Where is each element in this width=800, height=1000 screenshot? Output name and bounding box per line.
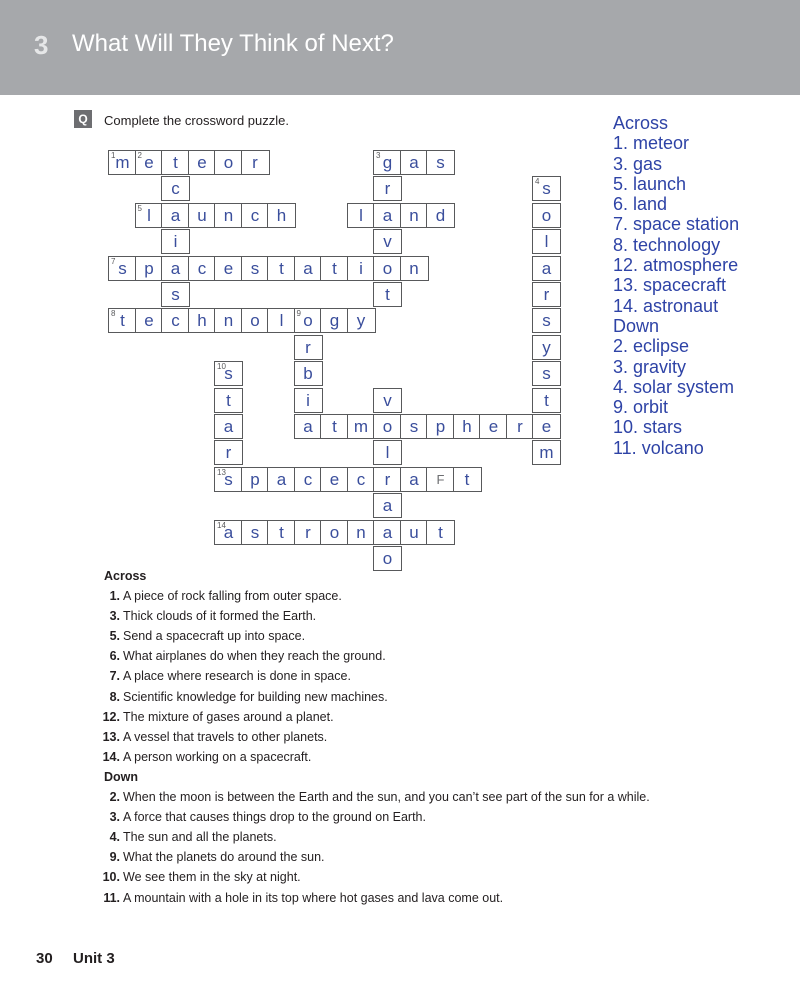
cell-letter: c [356, 469, 366, 489]
clue-item-number: 3. [109, 810, 120, 825]
cell-letter: h [276, 205, 287, 225]
clue-number: 1 [111, 151, 116, 160]
clue-number: 5 [137, 203, 142, 213]
answer-line: 4. solar system [613, 376, 735, 397]
cell-letter: p [435, 417, 446, 436]
answer-line: Across [613, 113, 669, 133]
cell-letter: e [144, 153, 154, 172]
clue-item [94, 888, 784, 908]
cell-letter: o [223, 153, 234, 172]
crossword-cell[interactable] [347, 203, 376, 228]
crossword-cell[interactable] [532, 335, 561, 360]
cell-letter: o [329, 522, 340, 542]
cell-letter: a [170, 258, 181, 278]
cell-letter: a [276, 469, 287, 489]
crossword-cell[interactable] [532, 361, 561, 386]
crossword-cell[interactable] [135, 256, 164, 281]
crossword-cell[interactable] [135, 203, 164, 228]
clue-item-text: The mixture of gases around a planet. [123, 709, 334, 724]
crossword-cell[interactable] [453, 467, 482, 492]
clue-item-number: 4. [109, 830, 120, 845]
cell-letter: o [303, 311, 313, 331]
cell-letter: o [541, 205, 552, 225]
crossword-cell[interactable] [267, 203, 296, 228]
answer-line: 14. astronaut [613, 295, 719, 316]
cell-letter: r [252, 153, 258, 172]
crossword-cell[interactable] [532, 229, 561, 254]
clue-item [94, 666, 784, 686]
cell-letter: e [223, 258, 234, 278]
crossword-cell[interactable] [347, 414, 376, 439]
answer-line: 7. space station [613, 214, 740, 235]
cell-letter: h [462, 417, 472, 436]
clue-item-number: 6. [109, 649, 120, 664]
clue-item-number: 10. [102, 870, 120, 885]
answer-line: 12. atmosphere [613, 255, 739, 276]
answer-line: 10. stars [613, 417, 683, 438]
footer-unit-label: Unit 3 [73, 950, 115, 967]
cell-letter: l [359, 205, 363, 225]
clue-item-text: We see them in the sky at night. [123, 870, 301, 885]
cell-letter: l [544, 232, 549, 252]
clue-item-text: A mountain with a hole in its top where hot gases and lava come out. [123, 890, 504, 905]
crossword-cell[interactable] [373, 467, 402, 492]
clue-item [94, 847, 784, 867]
unit-number: 3 [34, 30, 49, 60]
clue-number: 14 [217, 520, 226, 530]
crossword-cell[interactable] [161, 203, 190, 228]
crossword-cell[interactable] [347, 308, 376, 333]
crossword-cell[interactable] [241, 203, 270, 228]
crossword-cell[interactable] [400, 467, 429, 492]
clue-item [94, 606, 784, 626]
crossword-cell[interactable] [320, 414, 349, 439]
crossword-cell[interactable] [294, 256, 323, 281]
page-number: 30 [36, 950, 53, 967]
crossword-cell[interactable] [294, 414, 323, 439]
clue-item-number: 1. [109, 589, 120, 604]
crossword-cell[interactable] [161, 150, 190, 175]
cell-letter: t [438, 522, 443, 542]
cell-letter: a [303, 258, 313, 278]
cell-letter: a [382, 496, 393, 516]
clue-item-text: A piece of rock falling from outer space. [123, 589, 342, 604]
crossword-cell[interactable] [532, 176, 561, 201]
clue-item-text: When the moon is between the Earth and the sun, and you can’t see part of the sun for a while. [123, 790, 650, 805]
answer-line: 8. technology [613, 234, 721, 255]
crossword-cell[interactable] [373, 282, 402, 307]
crossword-cell[interactable] [532, 256, 561, 281]
crossword-cell[interactable] [426, 520, 455, 545]
cell-letter: r [384, 179, 391, 199]
cell-letter: u [197, 205, 207, 225]
crossword-cell[interactable] [214, 203, 243, 228]
clue-item-text: A force that causes things drop to the ground on Earth. [123, 810, 426, 825]
crossword-cell[interactable] [241, 467, 270, 492]
clue-item [94, 867, 784, 887]
clue-item-text: A vessel that travels to other planets. [123, 729, 328, 744]
crossword-cell[interactable] [214, 467, 243, 492]
clue-item-number: 12. [102, 709, 120, 724]
crossword-cell[interactable] [373, 229, 402, 254]
crossword-cell[interactable] [294, 335, 323, 360]
cell-letter: r [225, 443, 232, 463]
cell-letter: a [541, 258, 552, 278]
crossword-cell[interactable] [373, 520, 402, 545]
answer-key [613, 113, 739, 458]
crossword-cell[interactable] [347, 256, 376, 281]
crossword-cell[interactable] [347, 467, 376, 492]
crossword-cell[interactable] [294, 308, 323, 333]
crossword-cell[interactable] [161, 229, 190, 254]
across-heading: Across [104, 569, 147, 583]
cell-letter: e [144, 311, 154, 331]
clue-item [94, 787, 784, 807]
clue-item [94, 626, 784, 646]
cell-letter: n [409, 205, 419, 225]
crossword-cell[interactable] [400, 203, 429, 228]
crossword-cell[interactable] [532, 440, 561, 465]
cell-letter: r [543, 285, 550, 304]
cell-letter: g [329, 311, 340, 331]
cell-letter: t [385, 285, 390, 304]
cell-letter: n [356, 522, 366, 542]
page-title: What Will They Think of Next? [72, 30, 394, 57]
cell-letter: p [250, 469, 260, 489]
clue-item-number: 11. [103, 890, 120, 905]
crossword-cell[interactable] [532, 282, 561, 307]
crossword-cell[interactable] [161, 308, 190, 333]
crossword-cell[interactable] [532, 203, 561, 228]
clue-number: 2 [137, 151, 142, 160]
crossword-cell[interactable] [214, 440, 243, 465]
cell-letter: t [464, 469, 470, 489]
crossword-cell[interactable] [373, 150, 402, 175]
crossword-cell[interactable] [373, 176, 402, 201]
cell-letter: r [384, 469, 391, 489]
crossword-cell[interactable] [214, 520, 243, 545]
clue-item-text: Scientific knowledge for building new machines. [123, 689, 388, 704]
crossword-cell[interactable] [267, 520, 296, 545]
cell-letter: n [409, 258, 419, 278]
cell-letter: u [409, 522, 419, 542]
cell-letter: e [329, 469, 340, 489]
cell-letter: F [436, 471, 445, 487]
cell-letter: e [488, 417, 499, 436]
answer-line: 11. volcano [613, 437, 704, 458]
cell-letter: s [118, 258, 127, 278]
answer-line: 13. spacecraft [613, 275, 727, 296]
crossword-cell[interactable] [320, 520, 349, 545]
clue-item-number: 7. [109, 669, 120, 684]
clue-item-text: The sun and all the planets. [123, 830, 277, 845]
cell-letter: i [306, 390, 310, 410]
clue-item [94, 827, 784, 847]
cell-letter: s [250, 522, 260, 542]
clue-number: 10 [217, 362, 226, 372]
crossword-cell[interactable] [241, 150, 270, 175]
clue-item-number: 2. [109, 790, 120, 805]
crossword-cell[interactable] [294, 388, 323, 413]
crossword-cell[interactable] [426, 203, 455, 228]
answer-line: 3. gravity [613, 356, 687, 377]
question-badge: Q [74, 110, 92, 128]
cell-letter: l [279, 311, 284, 331]
cell-letter: h [197, 311, 207, 331]
crossword-cell[interactable] [267, 308, 296, 333]
cell-letter: s [542, 364, 551, 384]
across-clues [94, 586, 784, 767]
crossword-cell[interactable] [373, 388, 402, 413]
clue-item [94, 727, 784, 747]
cell-letter: a [223, 522, 234, 542]
cell-letter: t [226, 390, 231, 410]
clue-list [94, 566, 784, 908]
crossword-cell[interactable] [161, 256, 190, 281]
clue-item [94, 687, 784, 707]
crossword-cell[interactable] [214, 414, 243, 439]
cell-letter: t [279, 522, 284, 542]
answer-line: 2. eclipse [613, 336, 690, 357]
cell-letter: c [250, 205, 260, 225]
cell-letter: a [409, 469, 419, 489]
cell-letter: m [539, 443, 554, 463]
cell-letter: e [197, 153, 207, 172]
cell-letter: y [356, 311, 366, 331]
cell-letter: a [170, 205, 181, 225]
crossword-cell[interactable] [267, 256, 296, 281]
crossword-cell[interactable] [400, 520, 429, 545]
clue-item-number: 3. [109, 609, 120, 624]
crossword-cell[interactable] [373, 414, 402, 439]
crossword-cell[interactable] [373, 493, 402, 518]
crossword-cell[interactable] [214, 256, 243, 281]
cell-letter: a [303, 417, 313, 436]
crossword-cell[interactable] [108, 308, 137, 333]
clue-item [94, 586, 784, 606]
crossword-cell[interactable] [188, 308, 217, 333]
answer-line: 3. gas [613, 153, 663, 174]
clue-item-text: A person working on a spacecraft. [123, 749, 312, 764]
crossword-cell[interactable] [108, 150, 137, 175]
cell-letter: s [224, 364, 233, 384]
cell-letter: o [382, 417, 393, 436]
crossword-cell[interactable] [188, 256, 217, 281]
crossword-cell[interactable] [161, 282, 190, 307]
crossword-cell[interactable] [135, 150, 164, 175]
cell-letter: g [382, 153, 393, 172]
crossword-cell[interactable] [479, 414, 508, 439]
cell-letter: o [382, 258, 393, 278]
crossword-cell[interactable] [532, 388, 561, 413]
cell-letter: b [303, 364, 313, 384]
clue-item [94, 646, 784, 666]
cell-letter: i [359, 258, 363, 278]
clue-item-text: Thick clouds of it formed the Earth. [123, 609, 317, 624]
clue-number: 7 [111, 256, 116, 266]
cell-letter: s [171, 285, 180, 304]
crossword-cell[interactable] [373, 203, 402, 228]
crossword-cell[interactable] [294, 467, 323, 492]
clue-item [94, 707, 784, 727]
cell-letter: a [223, 417, 234, 436]
crossword-cell[interactable] [532, 414, 561, 439]
down-clues [94, 787, 784, 908]
cell-letter: t [173, 153, 178, 172]
clue-number: 9 [296, 309, 301, 319]
clue-item [94, 807, 784, 827]
cell-letter: l [147, 205, 151, 225]
crossword-cell[interactable] [506, 414, 535, 439]
clue-item-number: 9. [109, 850, 120, 865]
crossword-cell[interactable] [214, 388, 243, 413]
crossword-cell[interactable] [320, 256, 349, 281]
clue-item-text: What airplanes do when they reach the ground. [123, 649, 386, 664]
crossword-cell[interactable] [241, 308, 270, 333]
crossword-cell[interactable] [294, 520, 323, 545]
crossword-cell[interactable] [214, 361, 243, 386]
cell-letter: o [382, 549, 393, 568]
cell-letter: c [197, 258, 207, 278]
cell-letter: v [383, 390, 392, 410]
cell-letter: m [353, 417, 369, 436]
cell-letter: s [409, 417, 419, 436]
cell-letter: c [171, 311, 180, 331]
crossword-cell[interactable] [267, 467, 296, 492]
cell-letter: r [517, 417, 523, 436]
clue-item-number: 13. [102, 729, 120, 744]
cell-letter: i [173, 232, 178, 252]
crossword-cell[interactable] [426, 467, 455, 492]
crossword-cell[interactable] [214, 150, 243, 175]
clue-number: 8 [111, 309, 116, 319]
cell-letter: s [250, 258, 260, 278]
clue-number: 13 [217, 467, 226, 477]
crossword-cell[interactable] [426, 414, 455, 439]
cell-letter: s [542, 311, 551, 331]
clue-item-number: 8. [109, 689, 120, 704]
cell-letter: c [171, 179, 180, 199]
cell-letter: s [542, 179, 551, 199]
answer-line: Down [613, 315, 660, 336]
cell-letter: l [385, 443, 390, 463]
clue-item-text: A place where research is done in space. [123, 669, 351, 684]
cell-letter: n [223, 311, 234, 331]
crossword-cell[interactable] [188, 150, 217, 175]
cell-letter: d [435, 205, 446, 225]
clue-item-number: 14. [102, 749, 120, 764]
crossword-cell[interactable] [373, 440, 402, 465]
cell-letter: e [541, 417, 552, 436]
cell-letter: c [303, 469, 313, 489]
crossword-cell[interactable] [241, 520, 270, 545]
clue-number: 3 [376, 151, 381, 160]
answer-line: 9. orbit [613, 397, 669, 418]
crossword-cell[interactable] [161, 176, 190, 201]
cell-letter: a [382, 205, 393, 225]
crossword-cell[interactable] [320, 308, 349, 333]
crossword-cell[interactable] [320, 467, 349, 492]
crossword-cell[interactable] [532, 308, 561, 333]
crossword-cell[interactable] [294, 361, 323, 386]
crossword-cell[interactable] [400, 414, 429, 439]
cell-letter: m [115, 153, 130, 172]
crossword-cell[interactable] [373, 256, 402, 281]
crossword-cell[interactable] [214, 308, 243, 333]
crossword-cell[interactable] [453, 414, 482, 439]
cell-letter: t [279, 258, 284, 278]
cell-letter: t [544, 390, 549, 410]
cell-letter: r [305, 337, 311, 357]
crossword-cell[interactable] [108, 256, 137, 281]
clue-item [94, 747, 784, 767]
clue-item-number: 5. [109, 629, 120, 644]
crossword-cell[interactable] [400, 256, 429, 281]
cell-letter: t [332, 417, 337, 436]
crossword-cell[interactable] [400, 150, 429, 175]
cell-letter: t [332, 258, 337, 278]
crossword-cell[interactable] [241, 256, 270, 281]
cell-letter: t [120, 311, 125, 331]
cell-letter: r [305, 522, 311, 542]
crossword-cell[interactable] [188, 203, 217, 228]
cell-letter: s [436, 153, 445, 172]
clue-number: 4 [535, 177, 540, 187]
answer-line: 1. meteor [613, 133, 690, 154]
cell-letter: a [382, 522, 393, 542]
crossword-cell[interactable] [135, 308, 164, 333]
answer-line: 5. launch [613, 173, 687, 194]
crossword-cell[interactable] [347, 520, 376, 545]
crossword-cell[interactable] [426, 150, 455, 175]
instruction-text: Complete the crossword puzzle. [104, 113, 289, 128]
cell-letter: p [144, 258, 154, 278]
cell-letter: s [224, 469, 233, 489]
cell-letter: n [223, 205, 234, 225]
down-heading: Down [104, 769, 139, 784]
cell-letter: o [250, 311, 260, 331]
answer-line: 6. land [613, 194, 668, 215]
cell-letter: a [409, 153, 419, 172]
cell-letter: v [383, 232, 392, 252]
cell-letter: y [542, 337, 551, 357]
clue-item-text: What the planets do around the sun. [123, 850, 325, 865]
clue-item-text: Send a spacecraft up into space. [123, 629, 306, 644]
